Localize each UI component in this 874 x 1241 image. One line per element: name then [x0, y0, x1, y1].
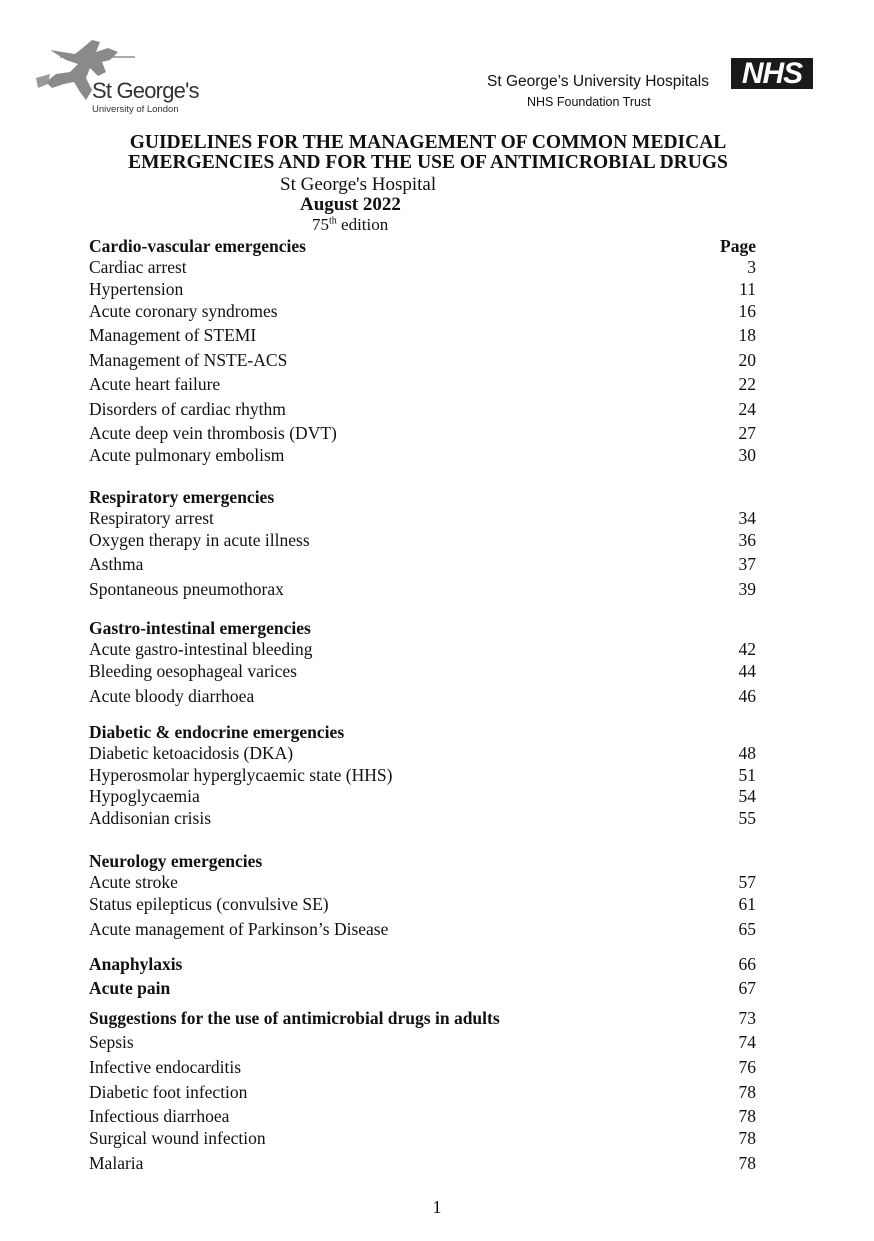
- toc-entry-page: 78: [738, 1153, 756, 1173]
- toc-entry-page: 66: [738, 954, 756, 974]
- toc-entry[interactable]: [89, 349, 756, 371]
- toc-entry[interactable]: [89, 1152, 756, 1174]
- toc-heading-label: Gastro-intestinal emergencies: [89, 618, 311, 638]
- toc-entry-label: Diabetic ketoacidosis (DKA): [89, 743, 294, 763]
- toc-entry-label: Acute bloody diarrhoea: [89, 686, 255, 706]
- toc-entry[interactable]: [89, 507, 756, 529]
- university-name: St George's: [92, 78, 199, 103]
- toc-entry[interactable]: [89, 742, 756, 764]
- toc-entry[interactable]: [89, 1081, 756, 1103]
- toc-entry-label: Respiratory arrest: [89, 508, 214, 528]
- toc-entry-label: Sepsis: [89, 1032, 134, 1052]
- toc-entry-page: 46: [738, 686, 756, 706]
- toc-entry[interactable]: [89, 398, 756, 420]
- university-subtitle: University of London: [92, 104, 179, 115]
- toc-heading-label: Diabetic & endocrine emergencies: [89, 722, 345, 742]
- toc-entry[interactable]: [89, 1031, 756, 1053]
- toc-section-heading[interactable]: [89, 850, 756, 872]
- toc-entry-page: 57: [738, 872, 756, 892]
- toc-entry-label: Management of STEMI: [89, 325, 257, 345]
- toc-entry-label: Cardiac arrest: [89, 257, 187, 277]
- toc-entry[interactable]: [89, 300, 756, 322]
- toc-entry-page: 36: [738, 530, 756, 550]
- toc-entry[interactable]: [89, 638, 756, 660]
- page-number: 1: [432, 1197, 442, 1217]
- toc-entry[interactable]: [89, 918, 756, 940]
- toc-entry-page: 51: [738, 765, 756, 785]
- toc-entry[interactable]: [89, 529, 756, 551]
- toc-entry[interactable]: [89, 807, 756, 829]
- toc-entry-label: Disorders of cardiac rhythm: [89, 399, 286, 419]
- toc-entry-label: Acute heart failure: [89, 374, 221, 394]
- toc-section-heading[interactable]: [89, 235, 756, 257]
- toc-entry[interactable]: [89, 685, 756, 707]
- hospital-name: St George's Hospital: [280, 174, 437, 195]
- toc-entry-page: 3: [747, 257, 756, 277]
- toc-entry[interactable]: [89, 1056, 756, 1078]
- toc-heading-label: Respiratory emergencies: [89, 487, 275, 507]
- toc-entry[interactable]: [89, 373, 756, 395]
- toc-entry-page: 42: [738, 639, 756, 659]
- toc-entry-page: 61: [738, 894, 756, 914]
- toc-entry[interactable]: [89, 256, 756, 278]
- toc-entry-label: Asthma: [89, 554, 144, 574]
- toc-entry-page: 11: [739, 279, 756, 299]
- document-title-line-2: EMERGENCIES AND FOR THE USE OF ANTIMICROBIAL DRUGS: [128, 152, 728, 173]
- toc-entry-page: 78: [738, 1106, 756, 1126]
- toc-heading-label: Suggestions for the use of antimicrobial drugs in adults: [89, 1008, 500, 1028]
- toc-entry-label: Spontaneous pneumothorax: [89, 579, 284, 599]
- edition-suffix: th: [329, 215, 337, 227]
- trust-name: St George’s University Hospitals: [487, 73, 709, 90]
- toc-entry-page: 27: [738, 423, 756, 443]
- toc-heading-label: Cardio-vascular emergencies: [89, 236, 306, 256]
- edition-number: 75: [312, 215, 329, 234]
- toc-entry-page: 76: [738, 1057, 756, 1077]
- toc-entry-page: 44: [738, 661, 756, 681]
- toc-entry-label: Oxygen therapy in acute illness: [89, 530, 310, 550]
- toc-entry-page: 18: [738, 325, 756, 345]
- document-title-line-1: GUIDELINES FOR THE MANAGEMENT OF COMMON MEDICAL: [129, 132, 727, 153]
- toc-entry[interactable]: [89, 1127, 756, 1149]
- toc-entry[interactable]: [89, 278, 756, 300]
- page-column-header: Page: [720, 236, 756, 256]
- toc-entry[interactable]: [89, 324, 756, 346]
- toc-section-heading[interactable]: [89, 977, 756, 999]
- toc-entry-page: 30: [738, 445, 756, 465]
- toc-section-heading[interactable]: [89, 617, 756, 639]
- toc-heading-label: Anaphylaxis: [89, 954, 183, 974]
- toc-entry-page: 54: [738, 786, 756, 806]
- toc-entry-label: Acute deep vein thrombosis (DVT): [89, 423, 337, 443]
- toc-entry-page: 24: [738, 399, 756, 419]
- toc-entry-label: Infective endocarditis: [89, 1057, 242, 1077]
- toc-entry[interactable]: [89, 893, 756, 915]
- toc-entry-label: Infectious diarrhoea: [89, 1106, 230, 1126]
- toc-entry-label: Addisonian crisis: [89, 808, 212, 828]
- toc-entry[interactable]: [89, 871, 756, 893]
- toc-entry-page: 48: [738, 743, 756, 763]
- toc-entry[interactable]: [89, 764, 756, 786]
- toc-entry-label: Hypertension: [89, 279, 184, 299]
- toc-entry-page: 39: [738, 579, 756, 599]
- edition: [312, 215, 388, 235]
- toc-entry-label: Acute management of Parkinson’s Disease: [89, 919, 389, 939]
- toc-entry[interactable]: [89, 660, 756, 682]
- toc-entry-label: Management of NSTE-ACS: [89, 350, 288, 370]
- toc-entry-page: 78: [738, 1128, 756, 1148]
- nhs-badge: NHS: [731, 58, 813, 89]
- toc-entry[interactable]: [89, 422, 756, 444]
- toc-entry[interactable]: [89, 553, 756, 575]
- toc-entry-page: 65: [738, 919, 756, 939]
- toc-entry-label: Surgical wound infection: [89, 1128, 266, 1148]
- toc-entry-label: Acute coronary syndromes: [89, 301, 278, 321]
- toc-entry-page: 74: [738, 1032, 756, 1052]
- toc-entry[interactable]: [89, 785, 756, 807]
- toc-entry-page: 37: [738, 554, 756, 574]
- toc-entry-page: 22: [738, 374, 756, 394]
- toc-section-heading[interactable]: [89, 486, 756, 508]
- toc-entry-label: Acute stroke: [89, 872, 178, 892]
- toc-section-heading[interactable]: [89, 721, 756, 743]
- toc-entry-page: 73: [738, 1008, 756, 1028]
- trust-subtitle: NHS Foundation Trust: [527, 95, 651, 109]
- publication-date: August 2022: [300, 194, 401, 215]
- toc-entry-page: 16: [738, 301, 756, 321]
- toc-entry-label: Status epilepticus (convulsive SE): [89, 894, 329, 914]
- edition-word: edition: [336, 215, 389, 234]
- toc-section-heading[interactable]: [89, 953, 756, 975]
- toc-entry-page: 34: [738, 508, 756, 528]
- toc-entry-label: Hypoglycaemia: [89, 786, 200, 806]
- toc-entry[interactable]: [89, 578, 756, 600]
- toc-entry[interactable]: [89, 1105, 756, 1127]
- toc-heading-label: Acute pain: [89, 978, 171, 998]
- toc-entry-label: Bleeding oesophageal varices: [89, 661, 297, 681]
- toc-section-heading[interactable]: [89, 1007, 756, 1029]
- toc-entry-label: Diabetic foot infection: [89, 1082, 248, 1102]
- toc-entry-label: Malaria: [89, 1153, 144, 1173]
- toc-entry-page: 55: [738, 808, 756, 828]
- toc-heading-label: Neurology emergencies: [89, 851, 263, 871]
- toc-entry-label: Acute pulmonary embolism: [89, 445, 285, 465]
- toc-entry-page: 20: [738, 350, 756, 370]
- toc-entry-page: 78: [738, 1082, 756, 1102]
- toc-entry-page: 67: [738, 978, 756, 998]
- toc-entry-label: Hyperosmolar hyperglycaemic state (HHS): [89, 765, 393, 785]
- toc-entry-label: Acute gastro-intestinal bleeding: [89, 639, 313, 659]
- toc-entry[interactable]: [89, 444, 756, 466]
